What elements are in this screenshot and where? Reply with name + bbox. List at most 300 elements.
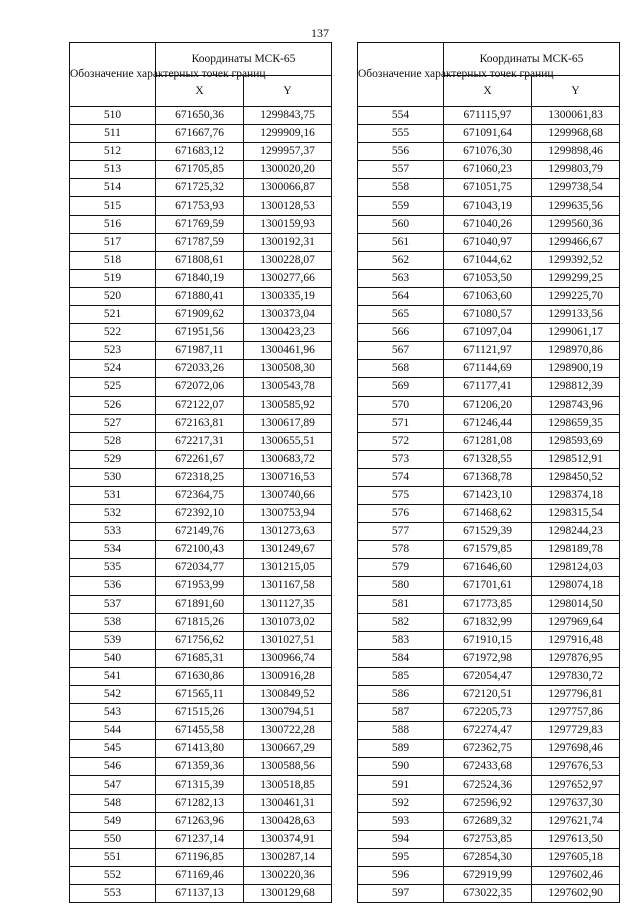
table-row bbox=[70, 631, 332, 649]
x-coordinate-cell: 671987,11 bbox=[156, 342, 244, 360]
x-coordinate-cell: 671043,19 bbox=[444, 197, 532, 215]
y-coordinate-cell: 1297916,48 bbox=[532, 631, 620, 649]
x-coordinate-cell: 672072,06 bbox=[156, 378, 244, 396]
x-coordinate-cell: 671667,76 bbox=[156, 125, 244, 143]
table-row bbox=[70, 776, 332, 794]
coordinates-table-left bbox=[69, 42, 332, 903]
y-coordinate-cell: 1299909,16 bbox=[244, 125, 332, 143]
table-row bbox=[70, 649, 332, 667]
x-coordinate-cell: 672596,92 bbox=[444, 794, 532, 812]
y-coordinate-cell: 1298743,96 bbox=[532, 396, 620, 414]
table-row bbox=[358, 758, 620, 776]
table-row bbox=[70, 396, 332, 414]
y-coordinate-cell: 1300461,31 bbox=[244, 794, 332, 812]
point-number-cell: 538 bbox=[70, 613, 156, 631]
x-coordinate-cell: 671685,31 bbox=[156, 649, 244, 667]
table-row bbox=[358, 559, 620, 577]
x-coordinate-cell: 671040,26 bbox=[444, 215, 532, 233]
x-coordinate-cell: 671808,61 bbox=[156, 251, 244, 269]
x-coordinate-cell: 671753,93 bbox=[156, 197, 244, 215]
y-coordinate-cell: 1297676,53 bbox=[532, 758, 620, 776]
point-number-cell: 525 bbox=[70, 378, 156, 396]
x-coordinate-cell: 672524,36 bbox=[444, 776, 532, 794]
table-row bbox=[358, 125, 620, 143]
table-row bbox=[70, 885, 332, 903]
x-coordinate-cell: 671953,99 bbox=[156, 577, 244, 595]
table-row bbox=[358, 269, 620, 287]
x-coordinate-cell: 672392,10 bbox=[156, 505, 244, 523]
y-coordinate-cell: 1298970,86 bbox=[532, 342, 620, 360]
x-coordinate-cell: 671076,30 bbox=[444, 143, 532, 161]
y-coordinate-cell: 1298450,52 bbox=[532, 468, 620, 486]
point-number-cell: 549 bbox=[70, 812, 156, 830]
point-number-cell: 511 bbox=[70, 125, 156, 143]
y-coordinate-cell: 1297830,72 bbox=[532, 667, 620, 685]
point-number-cell: 581 bbox=[358, 595, 444, 613]
x-coordinate-cell: 671815,26 bbox=[156, 613, 244, 631]
y-coordinate-cell: 1297652,97 bbox=[532, 776, 620, 794]
x-coordinate-cell: 671769,59 bbox=[156, 215, 244, 233]
y-coordinate-cell: 1301073,02 bbox=[244, 613, 332, 631]
point-number-cell: 564 bbox=[358, 287, 444, 305]
y-coordinate-cell: 1298812,39 bbox=[532, 378, 620, 396]
y-coordinate-cell: 1299560,36 bbox=[532, 215, 620, 233]
y-coordinate-cell: 1300518,85 bbox=[244, 776, 332, 794]
point-number-cell: 560 bbox=[358, 215, 444, 233]
point-number-cell: 568 bbox=[358, 360, 444, 378]
point-number-cell: 547 bbox=[70, 776, 156, 794]
x-coordinate-cell: 672274,47 bbox=[444, 722, 532, 740]
point-number-cell: 533 bbox=[70, 523, 156, 541]
table-row bbox=[358, 541, 620, 559]
point-number-cell: 527 bbox=[70, 414, 156, 432]
point-number-cell: 545 bbox=[70, 740, 156, 758]
x-coordinate-cell: 672205,73 bbox=[444, 704, 532, 722]
x-coordinate-cell: 672364,75 bbox=[156, 486, 244, 504]
x-coordinate-cell: 671144,69 bbox=[444, 360, 532, 378]
point-number-cell: 556 bbox=[358, 143, 444, 161]
y-coordinate-cell: 1299225,70 bbox=[532, 287, 620, 305]
point-number-cell: 558 bbox=[358, 179, 444, 197]
table-row bbox=[70, 360, 332, 378]
point-number-cell: 572 bbox=[358, 432, 444, 450]
table-row bbox=[70, 848, 332, 866]
table-body bbox=[70, 107, 332, 903]
table-row bbox=[70, 523, 332, 541]
table-row bbox=[358, 306, 620, 324]
table-row bbox=[358, 396, 620, 414]
y-coordinate-cell: 1298512,91 bbox=[532, 450, 620, 468]
point-number-cell: 576 bbox=[358, 505, 444, 523]
x-coordinate-cell: 671423,10 bbox=[444, 486, 532, 504]
y-coordinate-cell: 1300543,78 bbox=[244, 378, 332, 396]
table-row bbox=[70, 161, 332, 179]
point-number-cell: 562 bbox=[358, 251, 444, 269]
y-coordinate-cell: 1301127,35 bbox=[244, 595, 332, 613]
point-number-cell: 566 bbox=[358, 324, 444, 342]
y-coordinate-cell: 1301273,63 bbox=[244, 523, 332, 541]
x-coordinate-cell: 672689,32 bbox=[444, 812, 532, 830]
point-number-cell: 578 bbox=[358, 541, 444, 559]
x-coordinate-cell: 672054,47 bbox=[444, 667, 532, 685]
table-row bbox=[70, 559, 332, 577]
point-number-cell: 522 bbox=[70, 324, 156, 342]
y-coordinate-cell: 1297637,30 bbox=[532, 794, 620, 812]
y-coordinate-cell: 1298244,23 bbox=[532, 523, 620, 541]
x-coordinate-cell: 671137,13 bbox=[156, 885, 244, 903]
x-coordinate-cell: 672034,77 bbox=[156, 559, 244, 577]
y-coordinate-cell: 1300753,94 bbox=[244, 505, 332, 523]
y-coordinate-cell: 1299968,68 bbox=[532, 125, 620, 143]
x-coordinate-cell: 671630,86 bbox=[156, 667, 244, 685]
x-coordinate-cell: 671413,80 bbox=[156, 740, 244, 758]
point-number-cell: 567 bbox=[358, 342, 444, 360]
y-coordinate-cell: 1297621,74 bbox=[532, 812, 620, 830]
y-coordinate-cell: 1300423,23 bbox=[244, 324, 332, 342]
y-coordinate-cell: 1298593,69 bbox=[532, 432, 620, 450]
point-number-cell: 557 bbox=[358, 161, 444, 179]
table-row bbox=[70, 740, 332, 758]
table-row bbox=[358, 360, 620, 378]
point-number-cell: 580 bbox=[358, 577, 444, 595]
table-row bbox=[70, 414, 332, 432]
point-number-cell: 585 bbox=[358, 667, 444, 685]
table-row bbox=[358, 595, 620, 613]
y-coordinate-cell: 1297698,46 bbox=[532, 740, 620, 758]
y-coordinate-cell: 1300966,74 bbox=[244, 649, 332, 667]
x-coordinate-cell: 671040,97 bbox=[444, 233, 532, 251]
x-coordinate-cell: 672362,75 bbox=[444, 740, 532, 758]
y-coordinate-cell: 1298189,78 bbox=[532, 541, 620, 559]
y-coordinate-cell: 1300588,56 bbox=[244, 758, 332, 776]
table-row bbox=[358, 686, 620, 704]
table-row bbox=[70, 468, 332, 486]
x-coordinate-cell: 671044,62 bbox=[444, 251, 532, 269]
x-coordinate-cell: 671281,08 bbox=[444, 432, 532, 450]
y-coordinate-cell: 1297757,86 bbox=[532, 704, 620, 722]
y-coordinate-cell: 1299466,67 bbox=[532, 233, 620, 251]
y-coordinate-cell: 1298315,54 bbox=[532, 505, 620, 523]
y-coordinate-cell: 1300159,93 bbox=[244, 215, 332, 233]
table-row bbox=[358, 794, 620, 812]
table-row bbox=[358, 740, 620, 758]
point-number-cell: 597 bbox=[358, 885, 444, 903]
table-row bbox=[70, 432, 332, 450]
x-coordinate-cell: 671529,39 bbox=[444, 523, 532, 541]
point-number-cell: 517 bbox=[70, 233, 156, 251]
x-coordinate-cell: 671787,59 bbox=[156, 233, 244, 251]
x-coordinate-cell: 671121,97 bbox=[444, 342, 532, 360]
table-body bbox=[358, 107, 620, 903]
table-row bbox=[358, 848, 620, 866]
x-coordinate-cell: 671515,26 bbox=[156, 704, 244, 722]
x-coordinate-cell: 671880,41 bbox=[156, 287, 244, 305]
y-coordinate-cell: 1297796,81 bbox=[532, 686, 620, 704]
y-coordinate-cell: 1298014,50 bbox=[532, 595, 620, 613]
point-number-cell: 553 bbox=[70, 885, 156, 903]
table-row bbox=[70, 251, 332, 269]
x-coordinate-cell: 672033,26 bbox=[156, 360, 244, 378]
point-number-cell: 584 bbox=[358, 649, 444, 667]
point-number-cell: 570 bbox=[358, 396, 444, 414]
x-coordinate-cell: 672120,51 bbox=[444, 686, 532, 704]
table-row bbox=[358, 215, 620, 233]
x-coordinate-cell: 671063,60 bbox=[444, 287, 532, 305]
x-coordinate-cell: 671053,50 bbox=[444, 269, 532, 287]
y-coordinate-cell: 1297729,83 bbox=[532, 722, 620, 740]
x-coordinate-cell: 672854,30 bbox=[444, 848, 532, 866]
point-number-cell: 591 bbox=[358, 776, 444, 794]
table-row bbox=[358, 414, 620, 432]
point-number-cell: 519 bbox=[70, 269, 156, 287]
point-number-cell: 573 bbox=[358, 450, 444, 468]
point-number-cell: 542 bbox=[70, 686, 156, 704]
point-number-cell: 588 bbox=[358, 722, 444, 740]
table-row bbox=[70, 866, 332, 884]
point-number-cell: 555 bbox=[358, 125, 444, 143]
y-coordinate-cell: 1300849,52 bbox=[244, 686, 332, 704]
table-row bbox=[358, 107, 620, 125]
table-row bbox=[70, 450, 332, 468]
y-coordinate-cell: 1300683,72 bbox=[244, 450, 332, 468]
x-coordinate-cell: 671683,12 bbox=[156, 143, 244, 161]
table-row bbox=[358, 523, 620, 541]
table-row bbox=[70, 794, 332, 812]
y-coordinate-cell: 1297969,64 bbox=[532, 613, 620, 631]
x-coordinate-cell: 671060,23 bbox=[444, 161, 532, 179]
x-coordinate-cell: 672122,07 bbox=[156, 396, 244, 414]
y-coordinate-cell: 1300617,89 bbox=[244, 414, 332, 432]
y-coordinate-cell: 1300066,87 bbox=[244, 179, 332, 197]
table-row bbox=[358, 505, 620, 523]
x-coordinate-cell: 671263,96 bbox=[156, 812, 244, 830]
table-row bbox=[70, 812, 332, 830]
y-coordinate-cell: 1297602,90 bbox=[532, 885, 620, 903]
table-row bbox=[70, 667, 332, 685]
point-number-cell: 579 bbox=[358, 559, 444, 577]
table-row bbox=[358, 450, 620, 468]
x-coordinate-cell: 671951,56 bbox=[156, 324, 244, 342]
point-number-cell: 529 bbox=[70, 450, 156, 468]
x-coordinate-cell: 671115,97 bbox=[444, 107, 532, 125]
table-row bbox=[70, 704, 332, 722]
y-coordinate-cell: 1299635,56 bbox=[532, 197, 620, 215]
table-row bbox=[70, 269, 332, 287]
point-number-cell: 589 bbox=[358, 740, 444, 758]
point-number-cell: 595 bbox=[358, 848, 444, 866]
y-coordinate-cell: 1298900,19 bbox=[532, 360, 620, 378]
point-number-cell: 571 bbox=[358, 414, 444, 432]
y-coordinate-cell: 1300585,92 bbox=[244, 396, 332, 414]
x-coordinate-cell: 672261,67 bbox=[156, 450, 244, 468]
table-row bbox=[358, 342, 620, 360]
y-coordinate-cell: 1300128,53 bbox=[244, 197, 332, 215]
y-coordinate-cell: 1299061,17 bbox=[532, 324, 620, 342]
y-coordinate-cell: 1300722,28 bbox=[244, 722, 332, 740]
point-number-cell: 543 bbox=[70, 704, 156, 722]
table-row bbox=[70, 686, 332, 704]
x-column-header: X bbox=[156, 76, 244, 107]
table-row bbox=[358, 613, 620, 631]
point-number-cell: 590 bbox=[358, 758, 444, 776]
point-number-cell: 592 bbox=[358, 794, 444, 812]
y-coordinate-cell: 1300020,20 bbox=[244, 161, 332, 179]
x-coordinate-cell: 671328,55 bbox=[444, 450, 532, 468]
x-coordinate-cell: 671468,62 bbox=[444, 505, 532, 523]
point-number-cell: 586 bbox=[358, 686, 444, 704]
table-row bbox=[358, 722, 620, 740]
table-row bbox=[70, 287, 332, 305]
y-coordinate-cell: 1297876,95 bbox=[532, 649, 620, 667]
table-row bbox=[358, 161, 620, 179]
table-row bbox=[358, 251, 620, 269]
table-row bbox=[70, 306, 332, 324]
point-number-cell: 554 bbox=[358, 107, 444, 125]
point-number-cell: 518 bbox=[70, 251, 156, 269]
y-coordinate-cell: 1299898,46 bbox=[532, 143, 620, 161]
table-row bbox=[70, 125, 332, 143]
table-row bbox=[358, 704, 620, 722]
y-coordinate-cell: 1300716,53 bbox=[244, 468, 332, 486]
table-row bbox=[70, 179, 332, 197]
point-number-cell: 559 bbox=[358, 197, 444, 215]
point-number-cell: 594 bbox=[358, 830, 444, 848]
y-coordinate-cell: 1300228,07 bbox=[244, 251, 332, 269]
y-coordinate-cell: 1298124,03 bbox=[532, 559, 620, 577]
y-column-header: Y bbox=[244, 76, 332, 107]
y-coordinate-cell: 1300287,14 bbox=[244, 848, 332, 866]
table-row bbox=[70, 215, 332, 233]
x-coordinate-cell: 671080,57 bbox=[444, 306, 532, 324]
y-coordinate-cell: 1300374,91 bbox=[244, 830, 332, 848]
y-coordinate-cell: 1301215,05 bbox=[244, 559, 332, 577]
x-coordinate-cell: 672433,68 bbox=[444, 758, 532, 776]
y-coordinate-cell: 1301249,67 bbox=[244, 541, 332, 559]
x-coordinate-cell: 671773,85 bbox=[444, 595, 532, 613]
point-number-cell: 512 bbox=[70, 143, 156, 161]
table-row bbox=[358, 468, 620, 486]
x-coordinate-cell: 671169,46 bbox=[156, 866, 244, 884]
point-number-cell: 516 bbox=[70, 215, 156, 233]
point-number-cell: 544 bbox=[70, 722, 156, 740]
x-coordinate-cell: 671701,61 bbox=[444, 577, 532, 595]
point-number-cell: 514 bbox=[70, 179, 156, 197]
y-coordinate-cell: 1300655,51 bbox=[244, 432, 332, 450]
table-row bbox=[70, 233, 332, 251]
y-coordinate-cell: 1300740,66 bbox=[244, 486, 332, 504]
y-coordinate-cell: 1300461,96 bbox=[244, 342, 332, 360]
table-row bbox=[358, 885, 620, 903]
table-row bbox=[358, 287, 620, 305]
point-number-cell: 521 bbox=[70, 306, 156, 324]
page-number: 137 bbox=[311, 26, 329, 40]
y-coordinate-cell: 1299299,25 bbox=[532, 269, 620, 287]
x-coordinate-cell: 672318,25 bbox=[156, 468, 244, 486]
x-coordinate-cell: 672149,76 bbox=[156, 523, 244, 541]
y-coordinate-cell: 1297605,18 bbox=[532, 848, 620, 866]
table-row bbox=[358, 667, 620, 685]
y-coordinate-cell: 1298074,18 bbox=[532, 577, 620, 595]
table-row bbox=[70, 541, 332, 559]
coordinates-table-right bbox=[357, 42, 620, 903]
table-row bbox=[358, 830, 620, 848]
point-number-cell: 569 bbox=[358, 378, 444, 396]
point-number-cell: 575 bbox=[358, 486, 444, 504]
x-coordinate-cell: 671646,60 bbox=[444, 559, 532, 577]
y-coordinate-cell: 1298659,35 bbox=[532, 414, 620, 432]
x-coordinate-cell: 671972,98 bbox=[444, 649, 532, 667]
point-designation-header: Обозначение характерных точек границ bbox=[70, 43, 156, 107]
table-row bbox=[70, 107, 332, 125]
table-row bbox=[358, 866, 620, 884]
x-coordinate-cell: 671705,85 bbox=[156, 161, 244, 179]
table-row bbox=[358, 486, 620, 504]
point-number-cell: 531 bbox=[70, 486, 156, 504]
x-coordinate-cell: 671091,64 bbox=[444, 125, 532, 143]
x-coordinate-cell: 671910,15 bbox=[444, 631, 532, 649]
y-coordinate-cell: 1300277,66 bbox=[244, 269, 332, 287]
y-coordinate-cell: 1299738,54 bbox=[532, 179, 620, 197]
table-row bbox=[358, 432, 620, 450]
x-coordinate-cell: 671368,78 bbox=[444, 468, 532, 486]
point-number-cell: 523 bbox=[70, 342, 156, 360]
x-coordinate-cell: 673022,35 bbox=[444, 885, 532, 903]
point-number-cell: 577 bbox=[358, 523, 444, 541]
y-coordinate-cell: 1300916,28 bbox=[244, 667, 332, 685]
table-row bbox=[358, 179, 620, 197]
point-number-cell: 552 bbox=[70, 866, 156, 884]
x-coordinate-cell: 671097,04 bbox=[444, 324, 532, 342]
table-row bbox=[358, 324, 620, 342]
x-coordinate-cell: 671051,75 bbox=[444, 179, 532, 197]
table-row bbox=[70, 324, 332, 342]
y-coordinate-cell: 1300667,29 bbox=[244, 740, 332, 758]
point-number-cell: 513 bbox=[70, 161, 156, 179]
y-coordinate-cell: 1297613,50 bbox=[532, 830, 620, 848]
x-coordinate-cell: 672919,99 bbox=[444, 866, 532, 884]
x-coordinate-cell: 671359,36 bbox=[156, 758, 244, 776]
table-row bbox=[358, 631, 620, 649]
coordinates-header: Координаты МСК-65 bbox=[444, 43, 620, 76]
y-coordinate-cell: 1299957,37 bbox=[244, 143, 332, 161]
y-coordinate-cell: 1300508,30 bbox=[244, 360, 332, 378]
y-coordinate-cell: 1300192,31 bbox=[244, 233, 332, 251]
y-coordinate-cell: 1297602,46 bbox=[532, 866, 620, 884]
table-row bbox=[70, 505, 332, 523]
table-row bbox=[358, 577, 620, 595]
point-number-cell: 532 bbox=[70, 505, 156, 523]
table-row bbox=[70, 486, 332, 504]
table-row bbox=[70, 342, 332, 360]
y-coordinate-cell: 1300794,51 bbox=[244, 704, 332, 722]
point-number-cell: 582 bbox=[358, 613, 444, 631]
point-number-cell: 539 bbox=[70, 631, 156, 649]
table-row bbox=[70, 577, 332, 595]
point-number-cell: 551 bbox=[70, 848, 156, 866]
point-number-cell: 550 bbox=[70, 830, 156, 848]
y-coordinate-cell: 1299133,56 bbox=[532, 306, 620, 324]
y-coordinate-cell: 1301027,51 bbox=[244, 631, 332, 649]
y-coordinate-cell: 1300220,36 bbox=[244, 866, 332, 884]
x-coordinate-cell: 671840,19 bbox=[156, 269, 244, 287]
y-coordinate-cell: 1299392,52 bbox=[532, 251, 620, 269]
y-coordinate-cell: 1300061,83 bbox=[532, 107, 620, 125]
x-coordinate-cell: 672753,85 bbox=[444, 830, 532, 848]
point-designation-header: Обозначение характерных точек границ bbox=[358, 43, 444, 107]
x-coordinate-cell: 671909,62 bbox=[156, 306, 244, 324]
point-number-cell: 510 bbox=[70, 107, 156, 125]
x-coordinate-cell: 671650,36 bbox=[156, 107, 244, 125]
